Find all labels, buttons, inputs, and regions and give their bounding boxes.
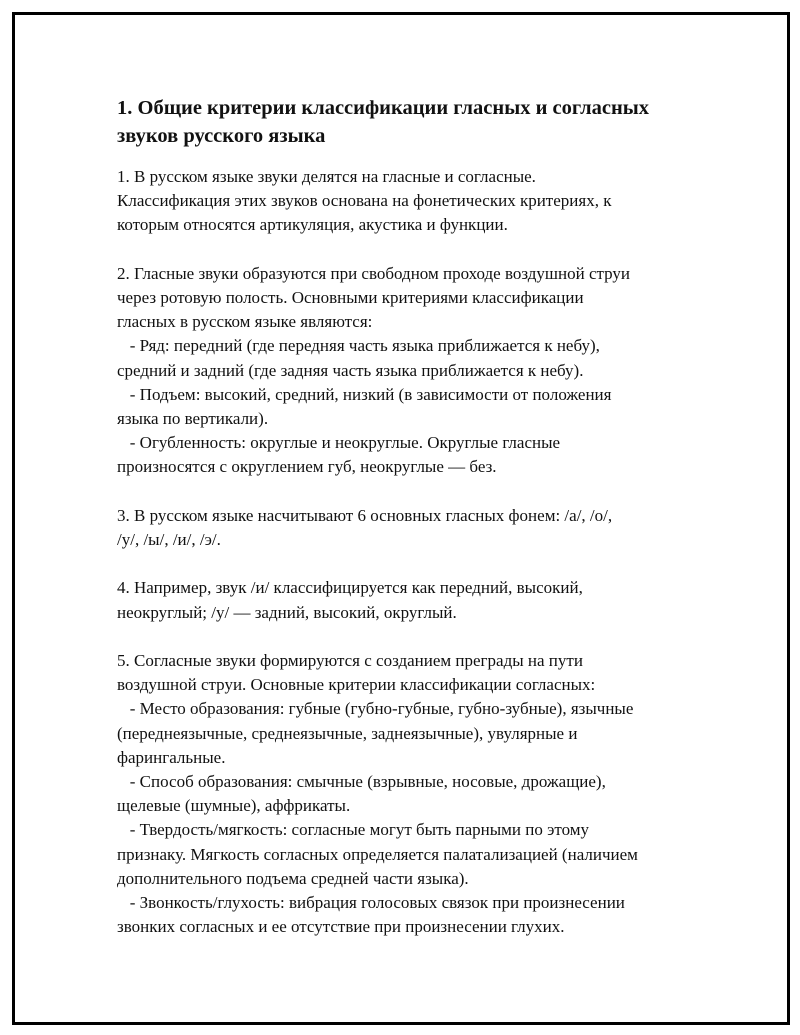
paragraph-1 bbox=[117, 165, 697, 238]
list-item-line: - Огубленность: округлые и неокруглые. Округлые гласные bbox=[117, 433, 561, 453]
list-item-line: - Подъем: высокий, средний, низкий (в зависимости от положения bbox=[117, 384, 612, 404]
paragraph-line: 5. Согласные звуки формируются с созданием преграды на пути bbox=[117, 651, 583, 670]
paragraph-line: /у/, /ы/, /и/, /э/. bbox=[117, 530, 221, 550]
paragraph-line: 2. Гласные звуки образуются при свободном проходе воздушной струи bbox=[117, 263, 631, 283]
paragraph-line: которым относятся артикуляция, акустика и функции. bbox=[117, 215, 508, 235]
paragraph-line: (переднеязычные, среднеязычные, заднеязычные), увулярные и bbox=[117, 723, 578, 743]
paragraph-line: языка по вертикали). bbox=[117, 409, 269, 429]
list-item-line: - Твердость/мягкость: согласные могут быть парными по этому bbox=[117, 820, 590, 840]
paragraph-line: через ротовую полость. Основными критериями классификации bbox=[117, 288, 584, 307]
paragraph-line: Классификация этих звуков основана на фонетических критериях, к bbox=[117, 191, 612, 211]
paragraph-line: фарингальные. bbox=[117, 747, 226, 767]
paragraph-line: 4. Например, звук /и/ классифицируется как передний, высокий, bbox=[117, 578, 583, 598]
list-item-line: - Место образования: губные (губно-губные, губно-зубные), язычные bbox=[117, 699, 634, 719]
paragraph-line: щелевые (шумные), аффрикаты. bbox=[117, 796, 351, 816]
document-heading bbox=[117, 94, 697, 150]
paragraph-5 bbox=[117, 649, 697, 939]
list-item-line: - Звонкость/глухость: вибрация голосовых связок при произнесении bbox=[117, 893, 625, 913]
heading-line: звуков русского языка bbox=[117, 125, 326, 147]
paragraph-3 bbox=[117, 504, 697, 552]
heading-line: 1. Общие критерии классификации гласных и согласных bbox=[117, 97, 650, 119]
paragraph-line: неокруглый; /у/ — задний, высокий, округлый. bbox=[117, 602, 457, 622]
list-item-line: - Способ образования: смычные (взрывные, носовые, дрожащие), bbox=[117, 772, 606, 792]
paragraph-2 bbox=[117, 262, 697, 480]
paragraph-line: 1. В русском языке звуки делятся на гласные и согласные. bbox=[117, 167, 536, 186]
paragraph-line: дополнительного подъема средней части языка). bbox=[117, 868, 469, 888]
paragraph-line: гласных в русском языке являются: bbox=[117, 312, 373, 332]
paragraph-4 bbox=[117, 576, 697, 624]
paragraph-line: 3. В русском языке насчитывают 6 основных гласных фонем: /а/, /о/, bbox=[117, 505, 613, 525]
document-body bbox=[117, 94, 697, 964]
paragraph-line: средний и задний (где задняя часть языка приближается к небу). bbox=[117, 360, 584, 380]
paragraph-line: признаку. Мягкость согласных определяется палатализацией (наличием bbox=[117, 844, 638, 864]
paragraph-line: произносятся с округлением губ, неокруглые — без. bbox=[117, 457, 497, 477]
paragraph-line: воздушной струи. Основные критерии классификации согласных: bbox=[117, 675, 596, 695]
list-item-line: - Ряд: передний (где передняя часть языка приближается к небу), bbox=[117, 336, 600, 356]
paragraph-line: звонких согласных и ее отсутствие при произнесении глухих. bbox=[117, 917, 565, 937]
